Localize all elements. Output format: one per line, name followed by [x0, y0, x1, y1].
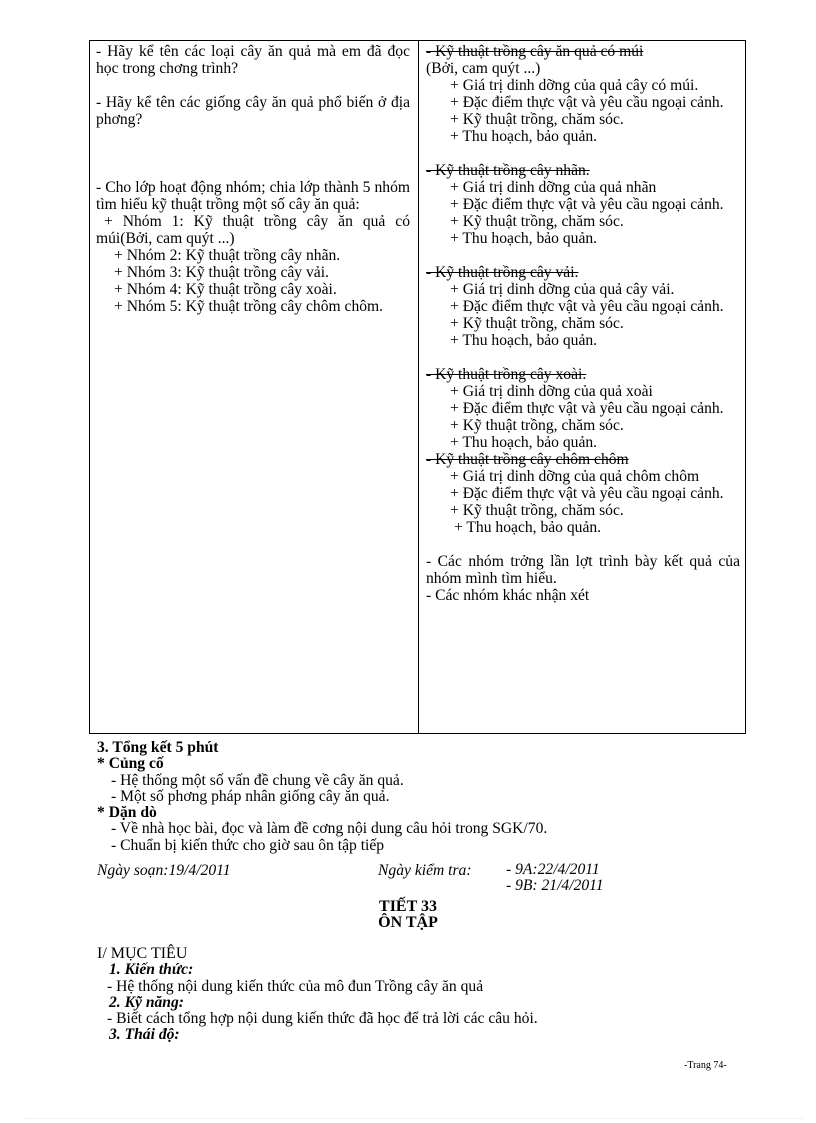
group-5-task: + Nhóm 5: Kỹ thuật trồng cây chôm chôm.	[114, 298, 384, 315]
longan-item: + Đặc điểm thực vật và yêu cầu ngoại cảnh.	[450, 196, 724, 213]
citrus-item: + Đặc điểm thực vật và yêu cầu ngoại cảnh.	[450, 94, 724, 111]
group-work-instruction: - Cho lớp hoạt động nhóm; chia lớp thành 5 nhóm tìm hiểu kỹ thuật trồng một số cây ăn quả:	[96, 179, 410, 213]
homework-heading: * Dặn dò	[97, 804, 157, 822]
group-1-task: + Nhóm 1: Kỹ thuật trồng cây ăn quả có múi(Bởi, cam quýt ...)	[96, 213, 410, 247]
mango-item: + Thu hoạch, bảo quản.	[450, 434, 598, 451]
rambutan-item: + Thu hoạch, bảo quản.	[454, 519, 602, 536]
teacher-activities-column	[96, 43, 410, 315]
skills-item: - Biết cách tổng hợp nội dung kiến thức đã học để trả lời các câu hỏi.	[107, 1010, 538, 1028]
page-number: -Trang 74-	[684, 1060, 727, 1071]
mango-heading: - Kỹ thuật trồng cây xoài.	[426, 366, 587, 383]
page-edge-divider	[24, 1118, 804, 1119]
check-date-label: Ngày kiểm tra:	[378, 862, 472, 879]
group-2-task: + Nhóm 2: Kỹ thuật trồng cây nhãn.	[114, 247, 341, 264]
lychee-item: + Thu hoạch, bảo quản.	[450, 332, 598, 349]
attitude-heading: 3. Thái độ:	[109, 1026, 180, 1044]
lychee-item: + Giá trị dinh dỡng của quả cây vải.	[450, 281, 675, 298]
lychee-heading: - Kỹ thuật trồng cây vải.	[426, 264, 579, 281]
group-feedback: - Các nhóm khác nhận xét	[426, 587, 590, 604]
homework-item: - Chuẩn bị kiến thức cho giờ sau ôn tập tiếp	[111, 836, 385, 854]
consolidation-heading: * Củng cố	[97, 755, 164, 773]
citrus-subtitle: (Bởi, cam quýt ...)	[426, 60, 541, 77]
mango-item: + Giá trị dinh dỡng của quả xoài	[450, 383, 653, 400]
consolidation-item: - Một số phơng pháp nhân giống cây ăn quả.	[111, 787, 390, 805]
group-4-task: + Nhóm 4: Kỹ thuật trồng cây xoài.	[114, 281, 337, 298]
group-presentation: - Các nhóm trởng lần lợt trình bày kết quả của nhóm mình tìm hiểu.	[426, 553, 740, 587]
citrus-item: + Kỹ thuật trồng, chăm sóc.	[450, 111, 624, 128]
check-date-9b: - 9B: 21/4/2011	[506, 877, 604, 894]
summary-title: Tổng kết 5 phút	[112, 739, 219, 756]
lesson-title: ÔN TẬP	[378, 914, 438, 931]
mango-item: + Kỹ thuật trồng, chăm sóc.	[450, 417, 624, 434]
summary-heading	[97, 740, 547, 756]
consolidation-item: - Hệ thống một số vấn đề chung về cây ăn quả.	[111, 771, 404, 789]
activity-table	[89, 40, 746, 734]
question-fruit-trees: - Hãy kể tên các loại cây ăn quả mà em đã đọc học trong chơng trình?	[96, 43, 410, 77]
question-local-varieties: - Hãy kể tên các giống cây ăn quả phổ biến ở địa phơng?	[96, 94, 410, 128]
longan-item: + Giá trị dinh dỡng của quả nhãn	[450, 179, 657, 196]
content-column	[426, 43, 740, 604]
objectives-heading: I/ MỤC TIÊU	[97, 945, 188, 962]
skills-heading: 2. Kỹ năng:	[109, 993, 184, 1011]
rambutan-item: + Giá trị dinh dỡng của quả chôm chôm	[450, 468, 700, 485]
citrus-heading: - Kỹ thuật trồng cây ăn quả có múi	[426, 43, 644, 60]
citrus-item: + Giá trị dinh dỡng của quả cây có múi.	[450, 77, 699, 94]
longan-heading: - Kỹ thuật trồng cây nhãn.	[426, 162, 590, 179]
citrus-item: + Thu hoạch, bảo quản.	[450, 128, 598, 145]
prep-date: Ngày soạn:19/4/2011	[97, 862, 231, 879]
knowledge-item: - Hệ thống nội dung kiến thức của mô đun Trồng cây ăn quả	[107, 977, 484, 995]
longan-item: + Thu hoạch, bảo quản.	[450, 230, 598, 247]
check-date-9a: - 9A:22/4/2011	[506, 861, 600, 878]
table-column-divider	[418, 41, 419, 733]
knowledge-heading: 1. Kiến thức:	[109, 961, 194, 979]
rambutan-heading: - Kỹ thuật trồng cây chôm chôm	[426, 451, 629, 468]
rambutan-item: + Kỹ thuật trồng, chăm sóc.	[450, 502, 624, 519]
mango-item: + Đặc điểm thực vật và yêu cầu ngoại cảnh.	[450, 400, 724, 417]
lesson-number: TIẾT 33	[379, 898, 437, 915]
summary-section	[97, 740, 547, 854]
longan-item: + Kỹ thuật trồng, chăm sóc.	[450, 213, 624, 230]
summary-number: 3.	[97, 739, 109, 756]
lychee-item: + Kỹ thuật trồng, chăm sóc.	[450, 315, 624, 332]
homework-item: - Về nhà học bài, đọc và làm đề cơng nội dung câu hỏi trong SGK/70.	[111, 820, 548, 838]
lychee-item: + Đặc điểm thực vật và yêu cầu ngoại cảnh.	[450, 298, 724, 315]
rambutan-item: + Đặc điểm thực vật và yêu cầu ngoại cảnh.	[450, 485, 724, 502]
objectives-section	[97, 946, 538, 1044]
group-3-task: + Nhóm 3: Kỹ thuật trồng cây vải.	[114, 264, 329, 281]
